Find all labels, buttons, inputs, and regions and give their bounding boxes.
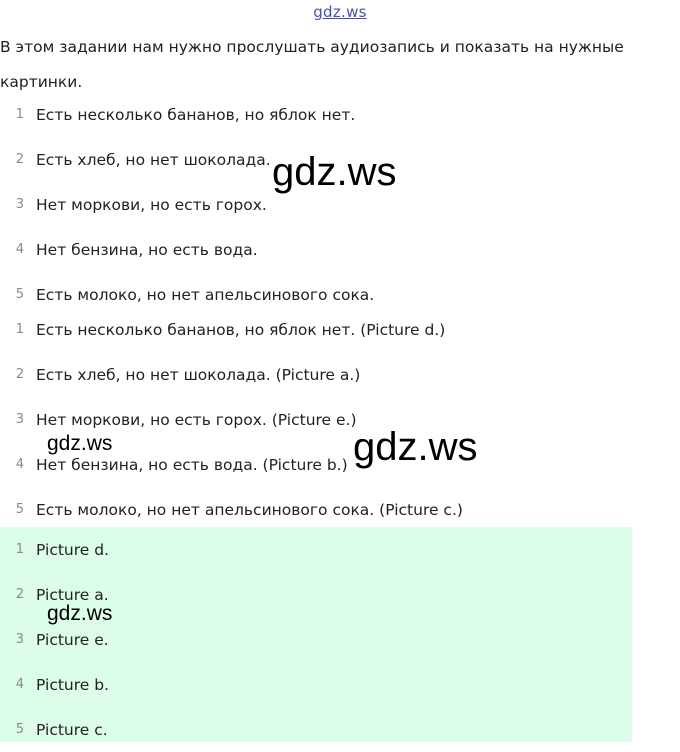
item-number: 1 (15, 322, 24, 337)
item-number: 4 (15, 457, 24, 472)
question-list (0, 92, 374, 317)
item-number: 4 (15, 677, 24, 692)
item-number: 2 (15, 152, 24, 167)
item-text: Нет бензина, но есть вода. (36, 240, 258, 259)
watermark: gdz.ws (353, 425, 478, 469)
list-item (0, 92, 374, 137)
item-text: Нет моркови, но есть горох. (36, 195, 267, 214)
item-text: Нет бензина, но есть вода. (Picture b.) (36, 455, 348, 474)
item-text: Есть хлеб, но нет шоколада. (Picture a.) (36, 365, 361, 384)
site-header-link[interactable]: gdz.ws (313, 3, 367, 21)
item-text: Picture a. (36, 585, 109, 604)
item-text: Picture b. (36, 675, 109, 694)
watermark: gdz.ws (272, 150, 397, 194)
answer-block (0, 527, 632, 742)
list-item (0, 487, 463, 532)
picture-match-list (0, 307, 463, 532)
item-number: 3 (15, 412, 24, 427)
answer-list (0, 527, 109, 752)
item-number: 4 (15, 242, 24, 257)
list-item (0, 227, 374, 272)
list-item (0, 307, 463, 352)
item-text: Есть хлеб, но нет шоколада. (36, 150, 271, 169)
item-number: 5 (15, 287, 24, 302)
item-number: 1 (15, 542, 24, 557)
list-item (0, 662, 109, 707)
item-text: Нет моркови, но есть горох. (Picture e.) (36, 410, 357, 429)
item-number: 2 (15, 587, 24, 602)
item-text: Picture d. (36, 540, 109, 559)
item-number: 2 (15, 367, 24, 382)
item-number: 1 (15, 107, 24, 122)
item-text: Picture c. (36, 720, 108, 739)
list-item (0, 707, 109, 752)
item-number: 3 (15, 632, 24, 647)
list-item (0, 527, 109, 572)
item-text: Picture e. (36, 630, 109, 649)
watermark: gdz.ws (47, 432, 113, 455)
item-text: Есть молоко, но нет апельсинового сока. (36, 285, 375, 304)
item-text: Есть несколько бананов, но яблок нет. (36, 105, 356, 124)
item-text: Есть молоко, но нет апельсинового сока. (Picture c.) (36, 500, 463, 519)
item-number: 5 (15, 502, 24, 517)
list-item (0, 352, 463, 397)
item-number: 5 (15, 722, 24, 737)
intro-paragraph: В этом задании нам нужно прослушать аудиозапись и показать на нужные картинки. (0, 38, 624, 91)
watermark: gdz.ws (47, 602, 113, 625)
item-number: 3 (15, 197, 24, 212)
item-text: Есть несколько бананов, но яблок нет. (Picture d.) (36, 320, 446, 339)
